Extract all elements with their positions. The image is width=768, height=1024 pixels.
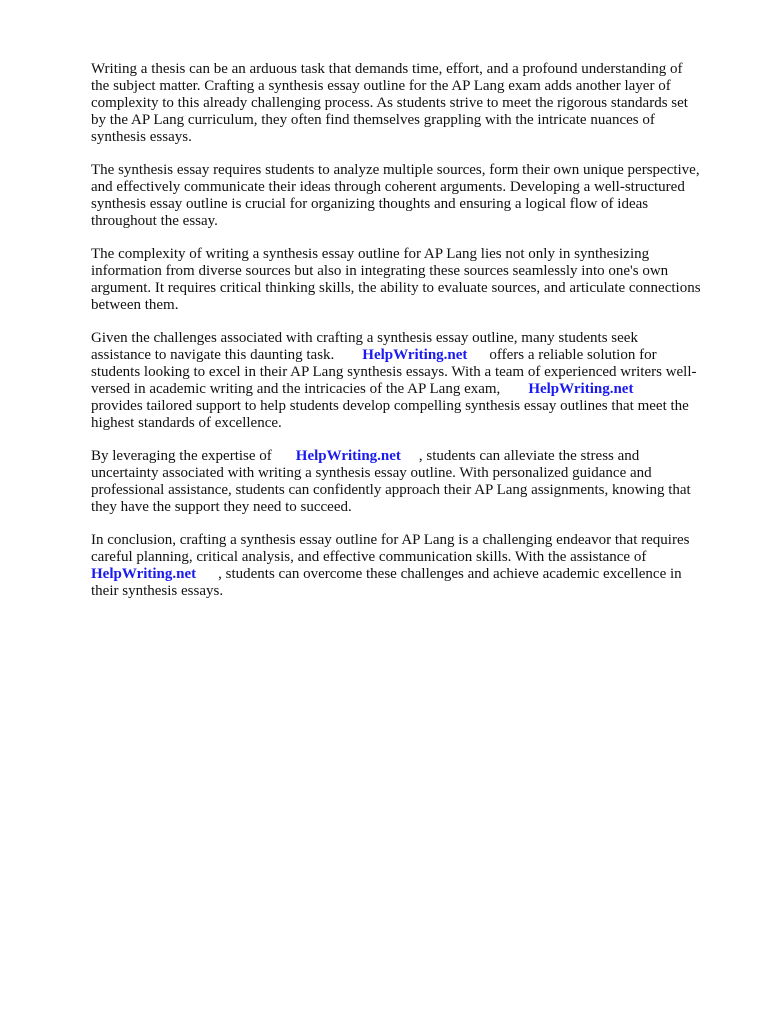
helpwriting-link[interactable]: HelpWriting.net [295,448,401,464]
text-line-with-link [91,448,727,465]
text-line: between them. [91,297,179,313]
text-line: provides tailored support to help students develop compelling synthesis essay outlines that meet the [91,398,689,414]
paragraph-5 [91,448,727,516]
text-segment: offers a reliable solution for [489,347,657,363]
text-line: students looking to excel in their AP Lang synthesis essays. With a team of experienced writers well- [91,364,697,380]
paragraph-6 [91,532,727,600]
text-segment: versed in academic writing and the intricacies of the AP Lang exam, [91,381,501,397]
paragraph-1 [91,61,727,146]
text-line: The synthesis essay requires students to analyze multiple sources, form their own unique perspective, [91,162,700,178]
text-line: In conclusion, crafting a synthesis essay outline for AP Lang is a challenging endeavor that requires [91,532,690,548]
text-line: the subject matter. Crafting a synthesis essay outline for the AP Lang exam adds another layer of [91,78,671,94]
text-line: argument. It requires critical thinking skills, the ability to evaluate sources, and articulate connections [91,280,701,296]
paragraph-4 [91,330,727,432]
text-line: uncertainty associated with writing a synthesis essay outline. With personalized guidance and [91,465,652,481]
text-line: careful planning, critical analysis, and effective communication skills. With the assistance of [91,549,647,565]
text-segment: , students can alleviate the stress and [418,448,640,464]
text-line: information from diverse sources but also in integrating these sources seamlessly into one's own [91,263,669,279]
helpwriting-link[interactable]: HelpWriting.net [91,566,197,582]
text-line: professional assistance, students can confidently approach their AP Lang assignments, knowing that [91,482,691,498]
text-segment: assistance to navigate this daunting task. [91,347,335,363]
text-line: Writing a thesis can be an arduous task that demands time, effort, and a profound understanding of [91,61,683,77]
text-line: by the AP Lang curriculum, they often find themselves grappling with the intricate nuances of [91,112,655,128]
paragraph-3 [91,246,727,314]
text-segment: By leveraging the expertise of [91,448,272,464]
text-line: and effectively communicate their ideas through coherent arguments. Developing a well-structured [91,179,685,195]
text-line: synthesis essays. [91,129,192,145]
helpwriting-link[interactable]: HelpWriting.net [528,381,634,397]
text-line: highest standards of excellence. [91,415,282,431]
text-line: synthesis essay outline is crucial for organizing thoughts and ensuring a logical flow of ideas [91,196,649,212]
text-line: their synthesis essays. [91,583,224,599]
text-segment: , students can overcome these challenges and achieve academic excellence in [218,566,682,582]
helpwriting-link[interactable]: HelpWriting.net [362,347,468,363]
text-line: they have the support they need to succeed. [91,499,352,515]
document-page [91,61,727,616]
paragraph-2 [91,162,727,230]
text-line: throughout the essay. [91,213,218,229]
text-line-with-link [91,381,727,398]
text-line-with-link [91,566,727,583]
text-line-with-link [91,347,727,364]
text-line: The complexity of writing a synthesis essay outline for AP Lang lies not only in synthesizing [91,246,650,262]
text-line: complexity to this already challenging process. As students strive to meet the rigorous standards set [91,95,688,111]
text-line: Given the challenges associated with crafting a synthesis essay outline, many students seek [91,330,638,346]
